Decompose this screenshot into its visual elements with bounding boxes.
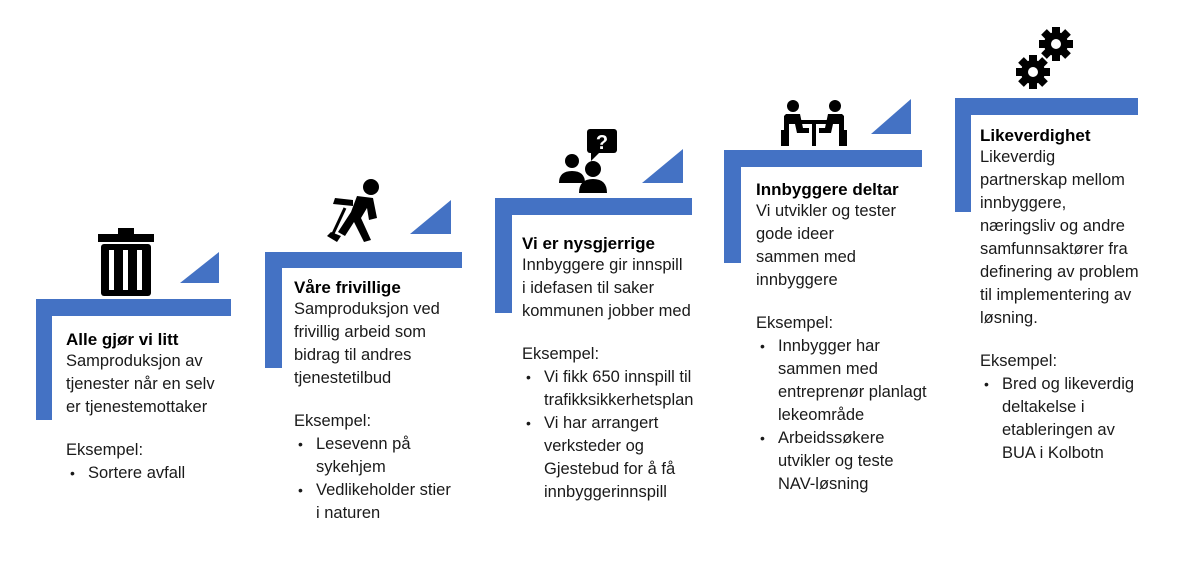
step-description: Samproduksjon ved frivillig arbeid som bidrag til andres tjenestetilbud [294, 300, 440, 387]
example-label: Eksempel: [294, 412, 372, 430]
example-item: • Arbeidssøkere utvikler og teste NAV-løsning [756, 427, 956, 496]
svg-text:?: ? [595, 132, 609, 154]
example-item: • Vi har arrangert verksteder og Gjestebud for å få innbyggerinnspill [522, 412, 732, 504]
step-3-triangle [642, 149, 683, 183]
step-title: Likeverdighet [980, 126, 1091, 145]
step-3 [522, 233, 732, 504]
step-description: Samproduksjon av tjenester når en selv er tjenestemottaker [66, 352, 215, 416]
example-item: • Innbygger har sammen med entreprenør planlagt lekeområde [756, 335, 956, 427]
example-label: Eksempel: [756, 314, 834, 332]
step-title: Alle gjør vi litt [66, 330, 179, 349]
example-item: • Lesevenn på sykehjem [294, 433, 494, 479]
step-4 [756, 179, 956, 496]
example-item: • Vedlikeholder stier i naturen [294, 479, 494, 525]
gears-icon [1016, 26, 1076, 95]
step-description: Likeverdig partnerskap mellom innbyggere, næringsliv og andre samfunnsaktører fra definering av problem til implementering av løsning. [980, 148, 1139, 327]
step-2-triangle [410, 200, 451, 234]
step-5 [980, 125, 1190, 465]
example-list [756, 335, 956, 496]
example-label: Eksempel: [980, 352, 1058, 370]
step-4-triangle [871, 99, 911, 134]
example-item: • Bred og likeverdig deltakelse i etableringen av BUA i Kolbotn [980, 373, 1190, 465]
step-2 [294, 277, 494, 525]
step-title: Vi er nysgjerrige [522, 234, 655, 253]
people-question-icon [557, 129, 619, 200]
example-item: • Sortere avfall [66, 462, 256, 485]
step-title: Innbyggere deltar [756, 180, 899, 199]
trash-can-icon [96, 228, 156, 301]
example-list [294, 433, 494, 525]
example-label: Eksempel: [522, 345, 600, 363]
step-1 [66, 329, 256, 485]
example-list [522, 366, 732, 504]
person-cleaning-icon [327, 178, 389, 249]
step-description: Vi utvikler og tester gode ideer sammen med innbyggere [756, 202, 897, 289]
step-title: Våre frivillige [294, 278, 401, 297]
example-label: Eksempel: [66, 441, 144, 459]
step-1-triangle [180, 252, 219, 283]
meeting-table-icon [781, 100, 847, 151]
example-list [66, 462, 256, 485]
example-list [980, 373, 1190, 465]
step-description: Innbyggere gir innspill i idefasen til saker kommunen jobber med [522, 256, 691, 320]
example-item: • Vi fikk 650 innspill til trafikksikkerhetsplan [522, 366, 732, 412]
